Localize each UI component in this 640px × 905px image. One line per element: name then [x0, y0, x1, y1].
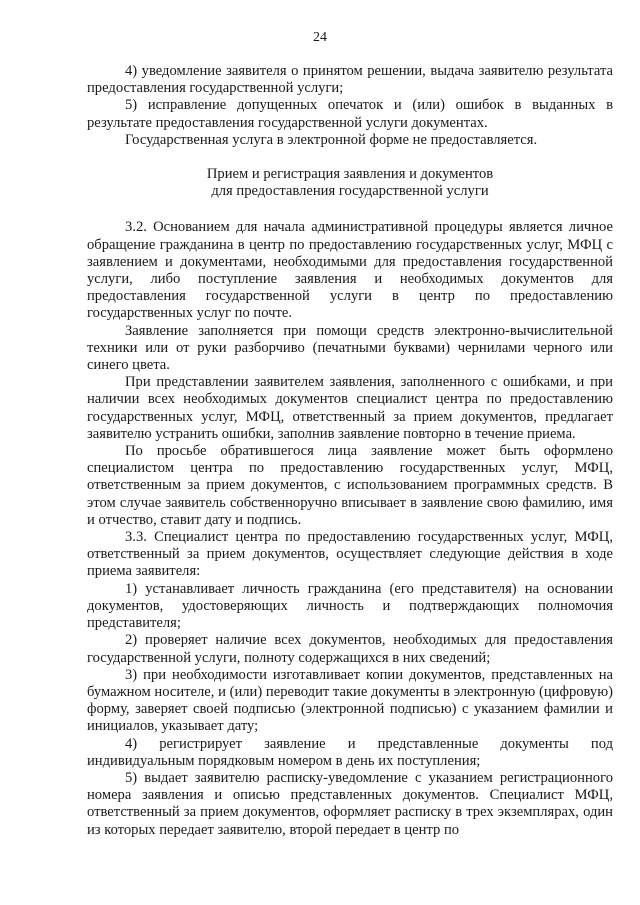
list-item-5: 5) выдает заявителю расписку-уведомление с указанием регистрационного номера заявления и описью представленных документов. Специалист МФЦ, ответственный за прием документов, оформляет расписку в трех экземплярах, один из которых передает заявителю, второй передает в центр по: [87, 769, 613, 838]
page-number: 24: [313, 30, 327, 45]
paragraph-3-2: 3.2. Основанием для начала административной процедуры является личное обращение гражданина в центр по предоставлению государственных услуг, МФЦ с заявлением и документами, необходимыми для предоставления государственной услуги, либо поступление заявления и необходимых документов для предоставления государственной услуги в центр по предоставлению государственных услуг по почте.: [87, 219, 613, 322]
document-body: [87, 63, 613, 839]
paragraph-on-request: По просьбе обратившегося лица заявление может быть оформлено специалистом центра по предоставлению государственных услуг, МФЦ, ответственным за прием документов, с использованием программных средств. В этом случае заявитель собственноручно вписывает в заявление свою фамилию, имя и отчество, ставит дату и подпись.: [87, 443, 613, 528]
spacer: [87, 200, 613, 219]
list-item-2: 2) проверяет наличие всех документов, необходимых для предоставления государственной услуги, полноту содержащихся в них сведений;: [87, 632, 613, 666]
list-item-3: 3) при необходимости изготавливает копии документов, представленных на бумажном носителе, и (или) переводит такие документы в электронную (цифровую) форму, заверяет своей подписью (электронной подписью) с указанием фамилии и инициалов, указывает дату;: [87, 666, 613, 735]
paragraph-error-correction: 5) исправление допущенных опечаток и (или) ошибок в выданных в результате предоставления государственной услуги документах.: [87, 97, 613, 131]
spacer: [87, 149, 613, 166]
paragraph-3-3: 3.3. Специалист центра по предоставлению государственных услуг, МФЦ, ответственный за прием документов, осуществляет следующие действия в ходе приема заявителя:: [87, 529, 613, 580]
paragraph-application-filling: Заявление заполняется при помощи средств электронно-вычислительной техники или от руки разборчиво (печатными буквами) чернилами черного или синего цвета.: [87, 322, 613, 374]
paragraph-errors: При представлении заявителем заявления, заполненного с ошибками, и при наличии всех необходимых документов специалист центра по предоставлению государственных услуг, МФЦ, ответственный за прием документов, предлагает заявителю устранить ошибки, заполнив заявление повторно в течение приема.: [87, 374, 613, 442]
paragraph-electronic-form: Государственная услуга в электронной форме не предоставляется.: [125, 131, 538, 148]
section-heading-line-1: Прием и регистрация заявления и документов: [206, 166, 494, 183]
list-item-4: 4) регистрирует заявление и представленные документы под индивидуальным порядковым номером в день их поступления;: [87, 735, 613, 769]
paragraph-notification: 4) уведомление заявителя о принятом решении, выдача заявителю результата предоставления государственной услуги;: [87, 63, 613, 97]
section-heading-line-2: для предоставления государственной услуги: [211, 183, 489, 200]
list-item-1: 1) устанавливает личность гражданина (его представителя) на основании документов, удостоверяющих личность и подтверждающих полномочия представителя;: [87, 580, 613, 632]
